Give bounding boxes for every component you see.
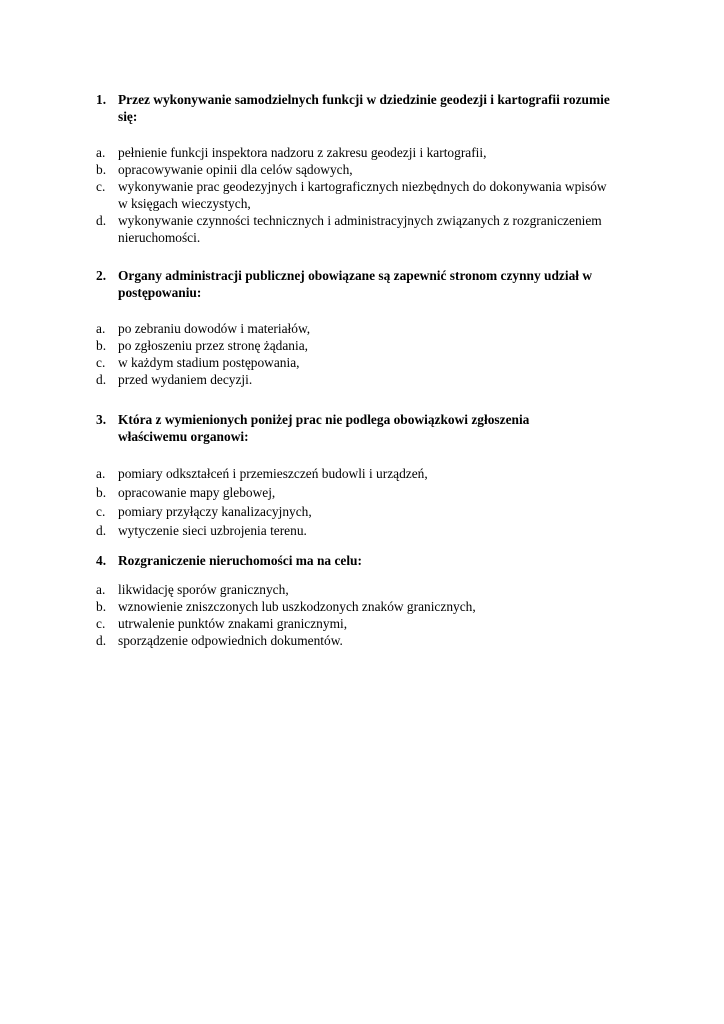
question-3-text: Która z wymienionych poniżej prac nie podlega obowiązkowi zgłoszenia właściwemu organowi: — [118, 412, 530, 444]
answer-letter: a. — [96, 466, 106, 481]
answer-letter: c. — [96, 616, 106, 631]
question-2-heading — [96, 267, 636, 301]
answer-item — [96, 502, 656, 521]
question-3-answers — [96, 464, 656, 540]
question-4 — [96, 552, 656, 649]
answer-text: przed wydaniem decyzji. — [118, 372, 253, 387]
answer-item — [96, 615, 656, 632]
answer-item — [96, 581, 656, 598]
question-2-number: 2. — [96, 268, 107, 283]
answer-text: wykonywanie czynności technicznych i administracyjnych związanych z rozgraniczeniem nieruchomości. — [118, 213, 602, 245]
question-3 — [96, 411, 656, 540]
answer-item — [96, 178, 616, 212]
answer-letter: d. — [96, 633, 107, 648]
answer-letter: b. — [96, 485, 107, 500]
question-4-text: Rozgraniczenie nieruchomości ma na celu: — [118, 553, 362, 568]
answer-letter: a. — [96, 145, 106, 160]
answer-letter: c. — [96, 179, 106, 194]
question-4-heading — [96, 552, 656, 569]
answer-text: wznowienie zniszczonych lub uszkodzonych znaków granicznych, — [118, 599, 476, 614]
answer-item — [96, 632, 656, 649]
question-1-text: Przez wykonywanie samodzielnych funkcji w dziedzinie geodezji i kartografii rozumie się: — [118, 92, 610, 124]
answer-item — [96, 354, 656, 371]
answer-text: wytyczenie sieci uzbrojenia terenu. — [118, 523, 307, 538]
answer-text: pomiary przyłączy kanalizacyjnych, — [118, 504, 312, 519]
answer-letter: a. — [96, 582, 106, 597]
question-1-number: 1. — [96, 92, 107, 107]
answer-item — [96, 464, 656, 483]
question-2 — [96, 267, 656, 388]
answer-letter: c. — [96, 355, 106, 370]
answer-letter: a. — [96, 321, 106, 336]
question-3-number: 3. — [96, 412, 107, 427]
question-2-answers — [96, 320, 656, 388]
answer-text: utrwalenie punktów znakami granicznymi, — [118, 616, 348, 631]
answer-text: opracowywanie opinii dla celów sądowych, — [118, 162, 353, 177]
answer-letter: d. — [96, 372, 107, 387]
answer-item — [96, 371, 656, 388]
answer-item — [96, 144, 616, 161]
question-1-answers — [96, 144, 616, 246]
answer-letter: c. — [96, 504, 106, 519]
question-4-number: 4. — [96, 553, 107, 568]
answer-text: po zebraniu dowodów i materiałów, — [118, 321, 311, 336]
answer-letter: b. — [96, 338, 107, 353]
answer-item — [96, 521, 656, 540]
answer-text: opracowanie mapy glebowej, — [118, 485, 276, 500]
answer-letter: d. — [96, 523, 107, 538]
answer-item — [96, 483, 656, 502]
answer-letter: b. — [96, 599, 107, 614]
answer-item — [96, 161, 616, 178]
answer-text: pomiary odkształceń i przemieszczeń budowli i urządzeń, — [118, 466, 428, 481]
answer-text: po zgłoszeniu przez stronę żądania, — [118, 338, 308, 353]
question-4-answers — [96, 581, 656, 649]
answer-text: pełnienie funkcji inspektora nadzoru z zakresu geodezji i kartografii, — [118, 145, 487, 160]
question-2-text: Organy administracji publicznej obowiązane są zapewnić stronom czynny udział w postępowaniu: — [118, 268, 593, 300]
answer-item — [96, 337, 656, 354]
question-1-heading — [96, 91, 616, 125]
answer-text: w każdym stadium postępowania, — [118, 355, 300, 370]
answer-text: likwidację sporów granicznych, — [118, 582, 289, 597]
answer-text: sporządzenie odpowiednich dokumentów. — [118, 633, 343, 648]
answer-letter: b. — [96, 162, 107, 177]
question-3-heading — [96, 411, 596, 445]
answer-item — [96, 598, 656, 615]
answer-item — [96, 320, 656, 337]
question-1 — [96, 91, 656, 246]
answer-letter: d. — [96, 213, 107, 228]
answer-text: wykonywanie prac geodezyjnych i kartograficznych niezbędnych do dokonywania wpisów w księgach wieczystych, — [118, 179, 607, 211]
answer-item — [96, 212, 616, 246]
